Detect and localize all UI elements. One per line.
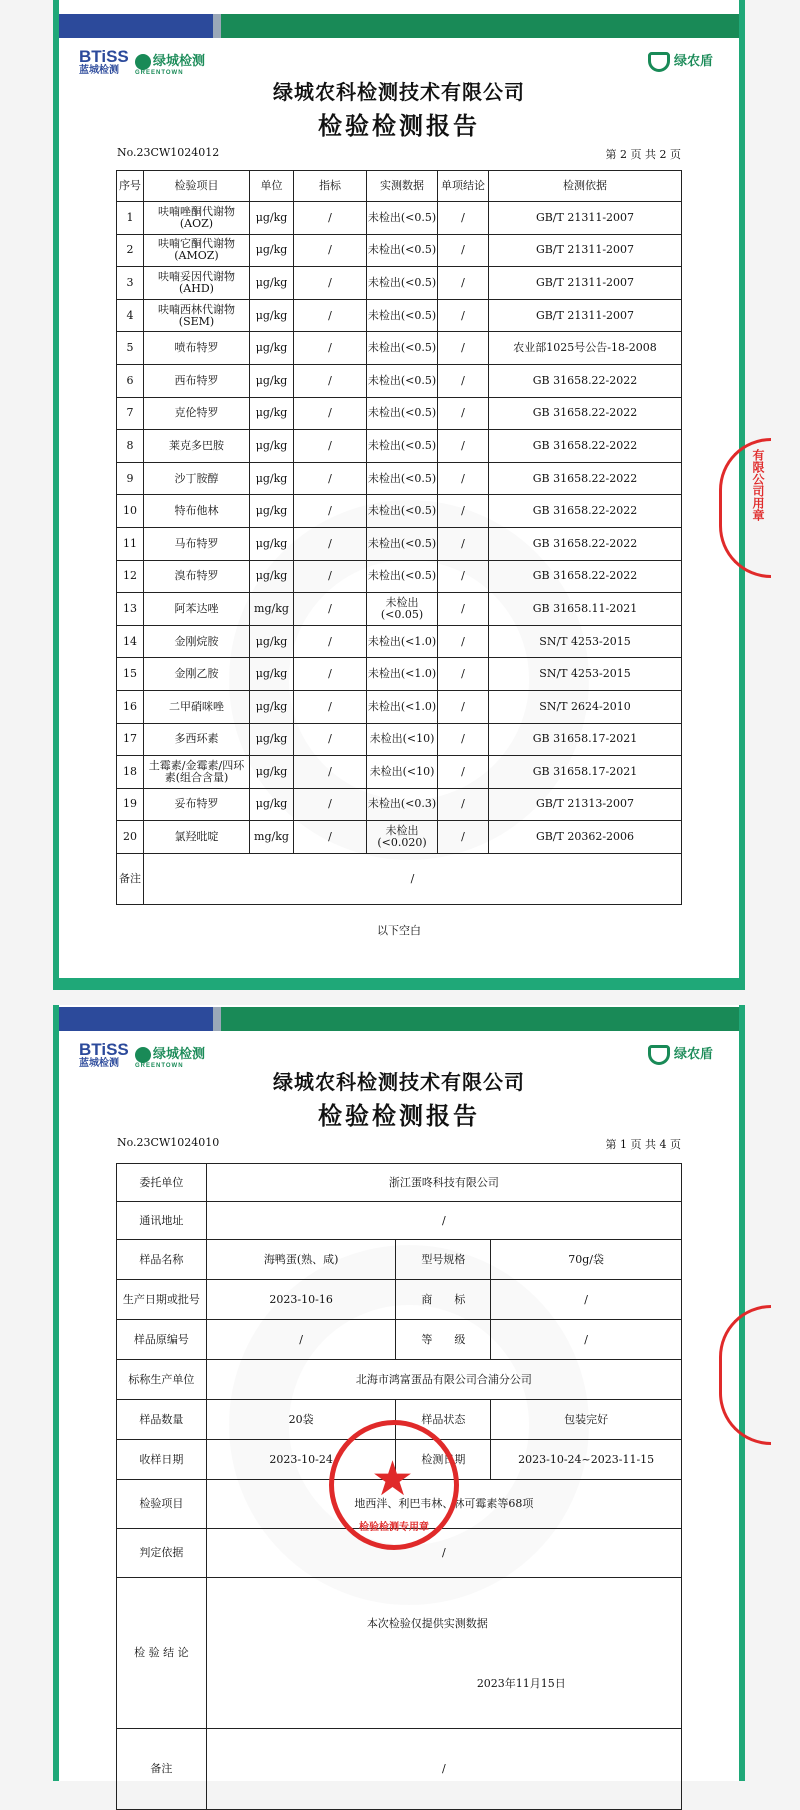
qty-value: 20袋 — [206, 1400, 396, 1440]
table-cell: μg/kg — [250, 625, 294, 658]
table-row — [117, 788, 682, 821]
column-header: 实测数据 — [367, 171, 438, 202]
table-cell: / — [438, 267, 489, 300]
table-row — [117, 1240, 682, 1280]
table-cell: μg/kg — [250, 690, 294, 723]
table-cell: / — [438, 756, 489, 789]
table-cell: 未检出(<0.5) — [367, 527, 438, 560]
table-cell: 沙丁胺醇 — [144, 462, 250, 495]
table-cell: 11 — [117, 527, 144, 560]
table-cell: / — [294, 267, 367, 300]
table-cell: / — [438, 690, 489, 723]
column-header: 序号 — [117, 171, 144, 202]
manufacturer-label: 标称生产单位 — [117, 1360, 207, 1400]
table-cell: 14 — [117, 625, 144, 658]
table-row — [117, 690, 682, 723]
table-cell: / — [438, 593, 489, 626]
table-cell: 呋喃唑酮代谢物(AOZ) — [144, 202, 250, 235]
table-cell: / — [438, 625, 489, 658]
note-label: 备注 — [117, 1729, 207, 1810]
table-row — [117, 1164, 682, 1202]
issue-date: 2023年11月15日 — [476, 1677, 566, 1690]
shield-icon — [648, 52, 670, 72]
greentown-logo: 绿城检测 GREENTOWN — [135, 1046, 206, 1069]
report-header-bar — [59, 14, 739, 38]
state-value: 包装完好 — [491, 1400, 682, 1440]
table-cell: GB 31658.17-2021 — [489, 756, 682, 789]
table-cell: 呋喃妥因代谢物(AHD) — [144, 267, 250, 300]
table-cell: / — [438, 723, 489, 756]
table-cell: μg/kg — [250, 267, 294, 300]
table-cell: / — [438, 658, 489, 691]
table-cell: / — [438, 462, 489, 495]
table-cell: 未检出(<0.3) — [367, 788, 438, 821]
table-cell: 二甲硝咪唑 — [144, 690, 250, 723]
prod-date-value: 2023-10-16 — [206, 1280, 396, 1320]
table-cell: mg/kg — [250, 593, 294, 626]
table-cell: 1 — [117, 202, 144, 235]
report-frame-2 — [53, 1005, 745, 1781]
test-items-value: 地西泮、利巴韦林、林可霉素等68项 — [206, 1480, 681, 1529]
table-cell: GB/T 21313-2007 — [489, 788, 682, 821]
test-date-label: 检测日期 — [396, 1440, 491, 1480]
table-row — [117, 593, 682, 626]
basis-value: / — [206, 1529, 681, 1578]
table-cell: 西布特罗 — [144, 364, 250, 397]
table-cell: μg/kg — [250, 299, 294, 332]
table-row — [117, 756, 682, 789]
note-value: / — [144, 853, 682, 904]
qty-label: 样品数量 — [117, 1400, 207, 1440]
table-cell: 17 — [117, 723, 144, 756]
table-header-row — [117, 171, 682, 202]
table-row — [117, 430, 682, 463]
table-cell: μg/kg — [250, 364, 294, 397]
table-cell: 未检出(<0.05) — [367, 593, 438, 626]
table-cell: 氯羟吡啶 — [144, 821, 250, 854]
table-cell: 莱克多巴胺 — [144, 430, 250, 463]
table-cell: 未检出(<10) — [367, 756, 438, 789]
table-cell: / — [294, 658, 367, 691]
greentown-logo: 绿城检测 GREENTOWN — [135, 53, 206, 76]
table-cell: / — [294, 234, 367, 267]
table-cell: μg/kg — [250, 397, 294, 430]
table-cell: 未检出(<0.5) — [367, 397, 438, 430]
table-row — [117, 527, 682, 560]
table-cell: 18 — [117, 756, 144, 789]
table-cell: mg/kg — [250, 821, 294, 854]
table-cell: 喷布特罗 — [144, 332, 250, 365]
table-cell: 未检出(<0.5) — [367, 495, 438, 528]
table-cell: / — [438, 527, 489, 560]
table-cell: / — [438, 821, 489, 854]
client-value: 浙江蛋咚科技有限公司 — [206, 1164, 681, 1202]
spec-label: 型号规格 — [396, 1240, 491, 1280]
table-cell: GB 31658.11-2021 — [489, 593, 682, 626]
table-cell: μg/kg — [250, 462, 294, 495]
greentown-icon — [135, 54, 151, 70]
table-cell: 金刚乙胺 — [144, 658, 250, 691]
spec-value: 70g/袋 — [491, 1240, 682, 1280]
table-row — [117, 1729, 682, 1810]
table-cell: / — [294, 625, 367, 658]
table-cell: GB 31658.22-2022 — [489, 364, 682, 397]
table-cell: 未检出(<1.0) — [367, 690, 438, 723]
recv-date-label: 收样日期 — [117, 1440, 207, 1480]
table-cell: / — [438, 332, 489, 365]
table-cell: 未检出(<0.5) — [367, 332, 438, 365]
table-cell: μg/kg — [250, 234, 294, 267]
report-title: 检验检测报告 — [318, 111, 480, 140]
table-row — [117, 234, 682, 267]
table-cell: / — [294, 332, 367, 365]
table-cell: GB 31658.17-2021 — [489, 723, 682, 756]
table-cell: 克伦特罗 — [144, 397, 250, 430]
table-cell: / — [438, 397, 489, 430]
report-title: 检验检测报告 — [318, 1101, 480, 1130]
note-row — [117, 853, 682, 904]
table-cell: / — [438, 430, 489, 463]
table-cell: / — [294, 495, 367, 528]
table-cell: GB/T 21311-2007 — [489, 234, 682, 267]
table-cell: 未检出(<0.5) — [367, 299, 438, 332]
table-cell: GB 31658.22-2022 — [489, 560, 682, 593]
column-header: 单项结论 — [438, 171, 489, 202]
table-cell: 3 — [117, 267, 144, 300]
partial-seal-stamp: 有限公司用章 — [719, 438, 771, 578]
address-value: / — [206, 1202, 681, 1240]
table-row — [117, 397, 682, 430]
grade-value: / — [491, 1320, 682, 1360]
table-cell: 未检出(<0.5) — [367, 560, 438, 593]
table-cell: GB 31658.22-2022 — [489, 495, 682, 528]
table-cell: / — [294, 560, 367, 593]
company-name: 绿城农科检测技术有限公司 — [273, 80, 525, 104]
report-sheet-2 — [59, 1005, 739, 1781]
table-row — [117, 560, 682, 593]
table-cell: 15 — [117, 658, 144, 691]
table-cell: / — [438, 364, 489, 397]
table-cell: μg/kg — [250, 527, 294, 560]
table-cell: 未检出(<1.0) — [367, 658, 438, 691]
report-frame-1 — [53, 0, 765, 990]
report-meta — [117, 146, 681, 159]
table-cell: 阿苯达唑 — [144, 593, 250, 626]
table-cell: 农业部1025号公告-18-2008 — [489, 332, 682, 365]
table-row — [117, 821, 682, 854]
table-cell: SN/T 2624-2010 — [489, 690, 682, 723]
table-row — [117, 1360, 682, 1400]
table-cell: 13 — [117, 593, 144, 626]
table-cell: 12 — [117, 560, 144, 593]
table-cell: 19 — [117, 788, 144, 821]
table-row — [117, 267, 682, 300]
table-cell: 未检出(<0.5) — [367, 430, 438, 463]
official-seal-stamp — [329, 1420, 459, 1550]
table-cell: 未检出(<0.020) — [367, 821, 438, 854]
table-cell: 土霉素/金霉素/四环素(组合含量) — [144, 756, 250, 789]
lvnongdun-logo: 绿农盾 — [648, 1043, 713, 1065]
table-cell: / — [294, 756, 367, 789]
table-cell: 未检出(<0.5) — [367, 234, 438, 267]
address-label: 通讯地址 — [117, 1202, 207, 1240]
table-cell: GB 31658.22-2022 — [489, 397, 682, 430]
table-cell: μg/kg — [250, 658, 294, 691]
note-value: / — [206, 1729, 681, 1810]
table-cell: GB 31658.22-2022 — [489, 462, 682, 495]
table-cell: / — [438, 299, 489, 332]
page-indicator: 第 2 页 共 2 页 — [605, 148, 681, 161]
table-cell: 16 — [117, 690, 144, 723]
table-cell: / — [438, 202, 489, 235]
table-row — [117, 202, 682, 235]
table-cell: GB/T 20362-2006 — [489, 821, 682, 854]
table-cell: 未检出(<0.5) — [367, 267, 438, 300]
grade-label: 等 级 — [396, 1320, 491, 1360]
table-row — [117, 462, 682, 495]
table-row — [117, 723, 682, 756]
table-cell: 10 — [117, 495, 144, 528]
column-header: 检测依据 — [489, 171, 682, 202]
sample-name-label: 样品名称 — [117, 1240, 207, 1280]
prod-date-label: 生产日期或批号 — [117, 1280, 207, 1320]
table-row — [117, 1280, 682, 1320]
table-cell: 20 — [117, 821, 144, 854]
table-row — [117, 364, 682, 397]
table-cell: / — [438, 234, 489, 267]
table-cell: 溴布特罗 — [144, 560, 250, 593]
table-cell: / — [294, 690, 367, 723]
table-row — [117, 495, 682, 528]
table-cell: 2 — [117, 234, 144, 267]
table-cell: / — [294, 202, 367, 235]
table-cell: / — [294, 462, 367, 495]
table-cell: 妥布特罗 — [144, 788, 250, 821]
table-cell: μg/kg — [250, 788, 294, 821]
recv-date-value: 2023-10-24 — [206, 1440, 396, 1480]
table-cell: 7 — [117, 397, 144, 430]
table-cell: 8 — [117, 430, 144, 463]
report-number: No.23CW1024012 — [117, 146, 220, 159]
table-cell: SN/T 4253-2015 — [489, 625, 682, 658]
conclusion-label: 检 验 结 论 — [117, 1578, 207, 1729]
seal-text: 检验检测专用章 — [359, 1522, 429, 1533]
table-cell: μg/kg — [250, 495, 294, 528]
table-cell: / — [294, 788, 367, 821]
test-results-table — [116, 170, 682, 905]
table-cell: μg/kg — [250, 560, 294, 593]
table-cell: 4 — [117, 299, 144, 332]
table-cell: 呋喃西林代谢物(SEM) — [144, 299, 250, 332]
table-row — [117, 625, 682, 658]
blank-below-note: 以下空白 — [377, 924, 421, 937]
table-cell: 特布他林 — [144, 495, 250, 528]
star-icon: ★ — [371, 1451, 415, 1507]
table-cell: 9 — [117, 462, 144, 495]
table-cell: GB 31658.22-2022 — [489, 527, 682, 560]
table-cell: / — [294, 430, 367, 463]
table-cell: / — [294, 397, 367, 430]
table-cell: GB/T 21311-2007 — [489, 267, 682, 300]
table-cell: 金刚烷胺 — [144, 625, 250, 658]
report-header-bar — [59, 1007, 739, 1031]
state-label: 样品状态 — [396, 1400, 491, 1440]
table-cell: 多西环素 — [144, 723, 250, 756]
table-row — [117, 1202, 682, 1240]
lvnongdun-logo: 绿农盾 — [648, 50, 713, 72]
table-cell: / — [294, 299, 367, 332]
table-cell: 5 — [117, 332, 144, 365]
table-row — [117, 1578, 682, 1729]
table-cell: / — [438, 788, 489, 821]
table-cell: μg/kg — [250, 723, 294, 756]
table-cell: 6 — [117, 364, 144, 397]
table-cell: / — [438, 560, 489, 593]
note-label: 备注 — [117, 853, 144, 904]
company-name: 绿城农科检测技术有限公司 — [273, 1070, 525, 1094]
page-indicator: 第 1 页 共 4 页 — [605, 1138, 681, 1151]
sample-name-value: 海鸭蛋(熟、咸) — [206, 1240, 396, 1280]
brand-value: / — [491, 1280, 682, 1320]
report-number: No.23CW1024010 — [117, 1136, 220, 1149]
table-cell: μg/kg — [250, 202, 294, 235]
table-cell: / — [438, 495, 489, 528]
table-cell: / — [294, 821, 367, 854]
table-cell: / — [294, 527, 367, 560]
table-cell: 未检出(<0.5) — [367, 364, 438, 397]
orig-no-label: 样品原编号 — [117, 1320, 207, 1360]
table-cell: / — [294, 364, 367, 397]
table-cell: SN/T 4253-2015 — [489, 658, 682, 691]
report-sheet-1 — [59, 0, 739, 978]
basis-label: 判定依据 — [117, 1529, 207, 1578]
conclusion-cell — [206, 1578, 681, 1729]
table-cell: μg/kg — [250, 332, 294, 365]
table-cell: GB 31658.22-2022 — [489, 430, 682, 463]
table-cell: 呋喃它酮代谢物(AMOZ) — [144, 234, 250, 267]
table-cell: 未检出(<1.0) — [367, 625, 438, 658]
table-row — [117, 658, 682, 691]
test-date-value: 2023-10-24~2023-11-15 — [491, 1440, 682, 1480]
table-cell: 马布特罗 — [144, 527, 250, 560]
report-meta — [117, 1136, 681, 1149]
greentown-icon — [135, 1047, 151, 1063]
manufacturer-value: 北海市鸿富蛋品有限公司合浦分公司 — [206, 1360, 681, 1400]
column-header: 单位 — [250, 171, 294, 202]
shield-icon — [648, 1045, 670, 1065]
table-cell: GB/T 21311-2007 — [489, 202, 682, 235]
test-items-label: 检验项目 — [117, 1480, 207, 1529]
orig-no-value: / — [206, 1320, 396, 1360]
btiss-logo: BTiSS 蓝城检测 — [79, 47, 129, 76]
table-cell: / — [294, 593, 367, 626]
table-cell: 未检出(<10) — [367, 723, 438, 756]
column-header: 检验项目 — [144, 171, 250, 202]
table-cell: 未检出(<0.5) — [367, 462, 438, 495]
table-cell: / — [294, 723, 367, 756]
column-header: 指标 — [294, 171, 367, 202]
table-row — [117, 1320, 682, 1360]
client-label: 委托单位 — [117, 1164, 207, 1202]
brand-label: 商 标 — [396, 1280, 491, 1320]
table-cell: μg/kg — [250, 430, 294, 463]
btiss-logo: BTiSS 蓝城检测 — [79, 1040, 129, 1069]
table-row — [117, 332, 682, 365]
table-row — [117, 299, 682, 332]
table-cell: μg/kg — [250, 756, 294, 789]
conclusion-text: 本次检验仅提供实测数据 — [366, 1617, 488, 1630]
table-cell: GB/T 21311-2007 — [489, 299, 682, 332]
table-cell: 未检出(<0.5) — [367, 202, 438, 235]
